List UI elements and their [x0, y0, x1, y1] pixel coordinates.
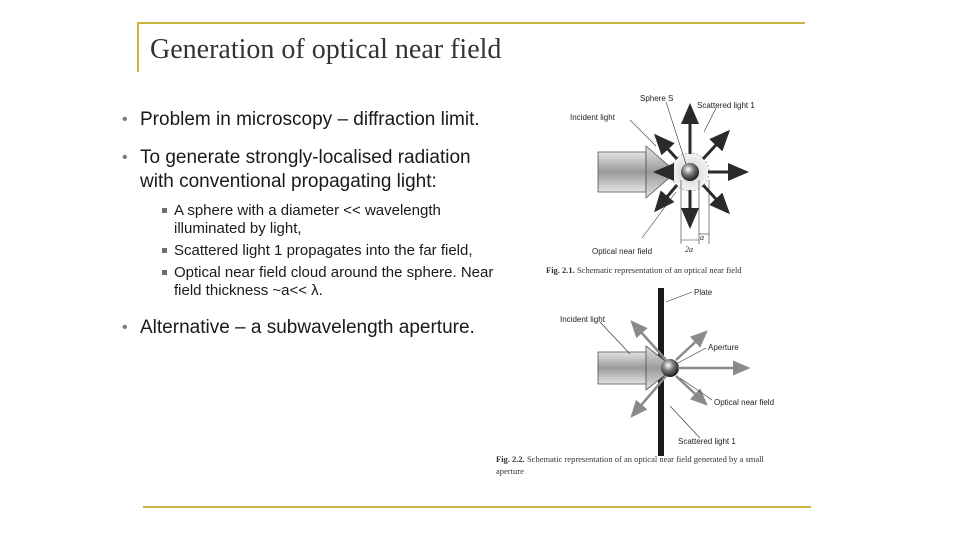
sub-bullet-text: A sphere with a diameter << wavelength illuminated by light,	[174, 202, 441, 237]
incident-beam-2-shape	[598, 352, 646, 384]
label-incident-light-2: Incident light	[560, 315, 605, 324]
figures-svg	[490, 88, 850, 488]
figure2-caption-text-2: aperture	[496, 466, 524, 476]
sub-bullet-marker	[162, 208, 167, 213]
figure1-caption-text: Schematic representation of an optical near field	[576, 265, 742, 275]
label-optical-near-field: Optical near field	[592, 247, 653, 256]
label-incident-light: Incident light	[570, 113, 615, 122]
sub-bullet-text: Scattered light 1 propagates into the far field,	[174, 242, 473, 259]
figure-aperture-diagram	[560, 288, 774, 456]
title-rule-top	[137, 22, 805, 24]
title-rule-left	[137, 22, 139, 72]
bullet-item	[122, 316, 494, 340]
bullet-marker: •	[122, 111, 128, 128]
label-sphere: Sphere S	[640, 94, 674, 103]
slide-title: Generation of optical near field	[150, 34, 502, 65]
figure2-caption-label: Fig. 2.2.	[496, 454, 525, 464]
aperture-spot	[661, 359, 679, 377]
bullet-item	[122, 146, 494, 194]
bullet-text: To generate strongly-localised radiation with conventional propagating light:	[140, 147, 471, 192]
figure2-caption-line2	[496, 466, 524, 476]
figures-panel	[490, 88, 850, 488]
label-dim-a: a	[700, 233, 704, 242]
bottom-rule	[143, 506, 811, 508]
figure-sphere-diagram	[570, 94, 755, 256]
label-dim-2a: 2a	[685, 245, 693, 254]
bullet-text: Alternative – a subwavelength aperture.	[140, 317, 475, 338]
label-scattered-light-2: Scattered light 1	[678, 437, 736, 446]
sub-bullet-marker	[162, 270, 167, 275]
figure2-caption-text-1: Schematic representation of an optical near field generated by a small	[526, 454, 764, 464]
label-optical-near-field-2: Optical near field	[714, 398, 775, 407]
figure1-caption	[546, 265, 742, 275]
label-aperture: Aperture	[708, 343, 739, 352]
sub-bullet-list	[122, 202, 494, 300]
bullet-item	[122, 108, 494, 132]
bullet-list	[122, 108, 494, 354]
bullet-marker: •	[122, 319, 128, 336]
label-plate: Plate	[694, 288, 713, 297]
sub-bullet-item	[162, 202, 494, 238]
sub-bullet-item	[162, 242, 494, 260]
sphere-s	[681, 163, 699, 181]
bullet-text: Problem in microscopy – diffraction limit.	[140, 109, 480, 130]
figure2-caption	[496, 454, 764, 464]
figure1-caption-label: Fig. 2.1.	[546, 265, 575, 275]
sub-bullet-text: Optical near field cloud around the sphere. Near field thickness ~a<< λ.	[174, 264, 494, 299]
incident-beam-shape	[598, 152, 646, 192]
sub-bullet-marker	[162, 248, 167, 253]
bullet-marker: •	[122, 149, 128, 166]
sub-bullet-item	[162, 264, 494, 300]
label-scattered-light: Scattered light 1	[697, 101, 755, 110]
